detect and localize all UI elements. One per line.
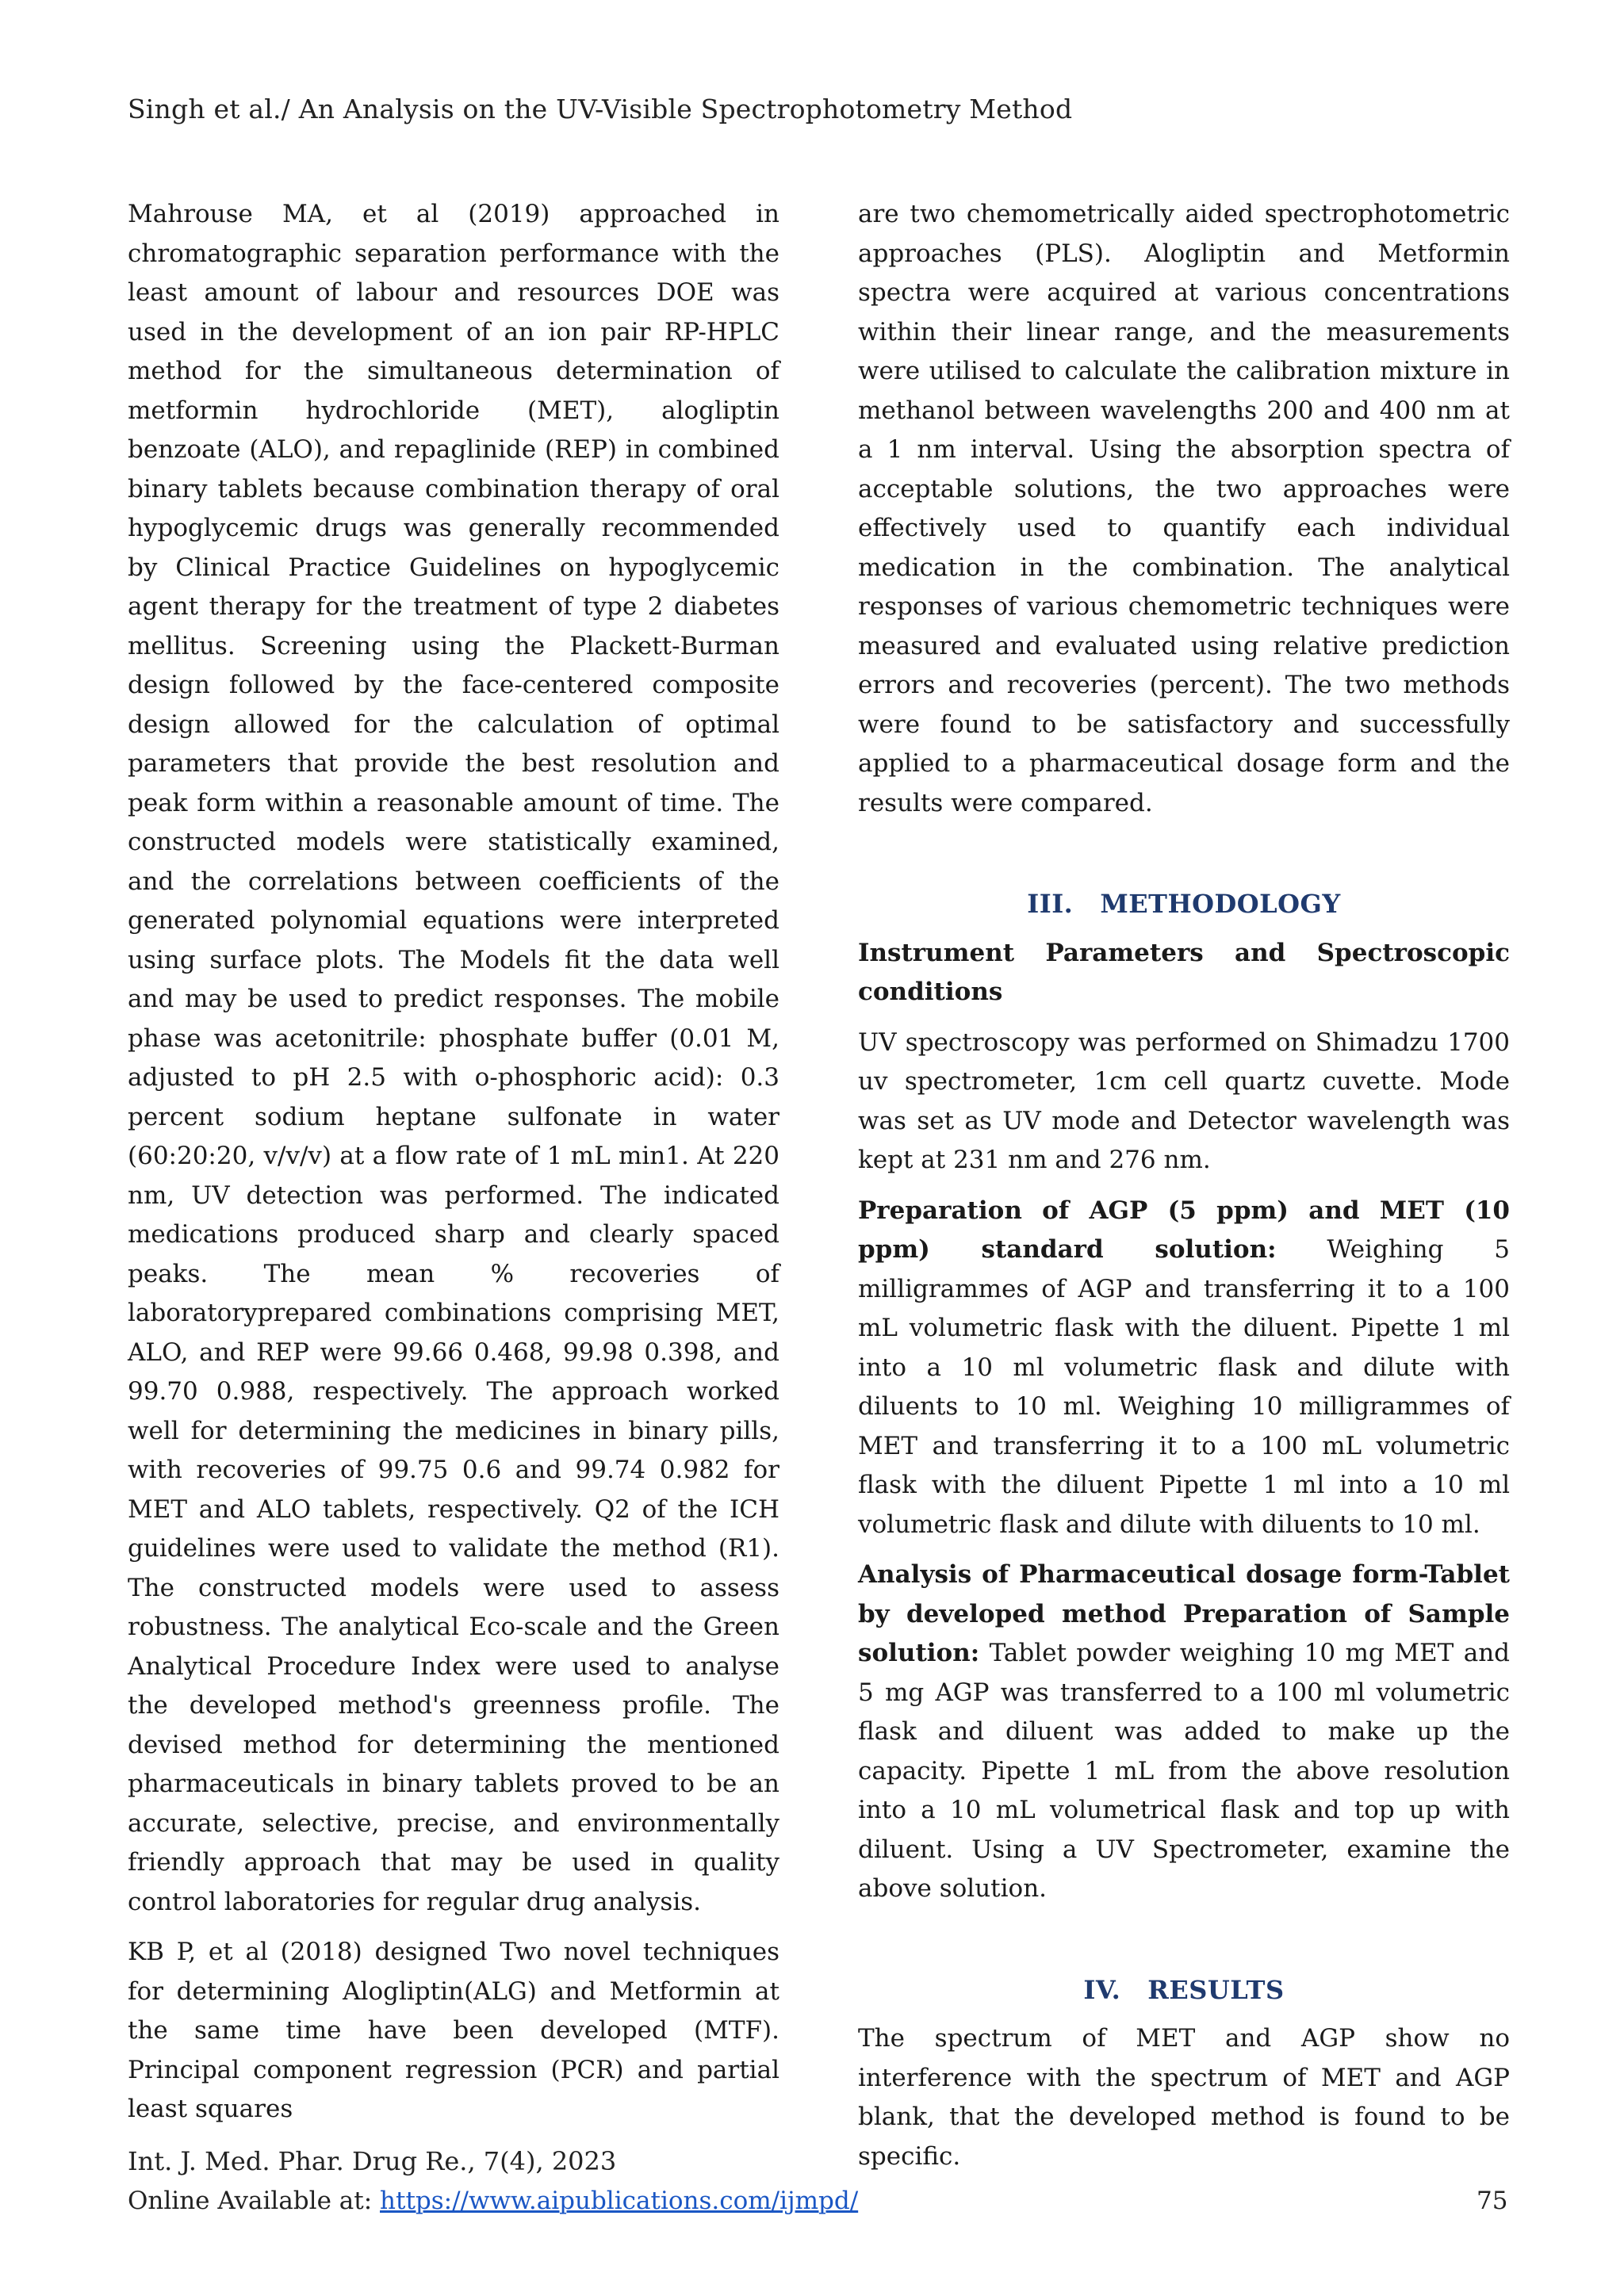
results-text: The spectrum of MET and AGP show no interference with the spectrum of MET and AGP blank, that the developed method is found to be specific. — [858, 2024, 1510, 2171]
instrument-parameters-heading: Instrument Parameters and Spectroscopic conditions — [858, 938, 1510, 1006]
instrument-parameters-text: UV spectroscopy was performed on Shimadzu 1700 uv spectrometer, 1cm cell quartz cuvette. Mode was set as UV mode and Detector wavelength was kept at 231 nm and 276 nm. — [858, 1027, 1510, 1174]
footer-journal-citation: Int. J. Med. Phar. Drug Re., 7(4), 2023 — [128, 2146, 617, 2176]
left-column — [128, 195, 779, 2130]
running-header: Singh et al./ An Analysis on the UV-Visible Spectrophotometry Method — [128, 94, 1073, 124]
paragraph-kb-p: KB P, et al (2018) designed Two novel techniques for determining Alogliptin(ALG) and Metformin at the same time have been developed (MTF). Principal component regression (PCR) and partial least squares — [128, 1938, 779, 2123]
methodology-number: III. — [1027, 889, 1074, 919]
sample-solution-paragraph — [858, 1556, 1510, 1909]
standard-solution-paragraph — [858, 1192, 1510, 1545]
standard-solution-text: Weighing 5 milligrammes of AGP and transferring it to a 100 mL volumetric flask with the diluent. Pipette 1 ml into a 10 ml volumetric flask and dilute with diluents to 10 ml. Weighing 10 milligrammes of MET and transferring it to a 100 mL volumetric flask with the diluent Pipette 1 ml into a 10 ml volumetric flask and dilute with diluents to 10 ml. — [858, 1235, 1510, 1539]
right-column — [858, 195, 1510, 2176]
page-number: 75 — [1477, 2187, 1508, 2215]
sample-solution-heading: Analysis of Pharmaceutical dosage form-Tablet by developed method Preparation of Sample solution: — [858, 1560, 1510, 1667]
paragraph-chemometric-continued: are two chemometrically aided spectrophotometric approaches (PLS). Alogliptin and Metformin spectra were acquired at various concentrations within their linear range, and the measurements were utilised to calculate the calibration mixture in methanol between wavelengths 200 and 400 nm at a 1 nm interval. Using the absorption spectra of acceptable solutions, the two approaches were effectively used to quantify each individual medication in the combination. The analytical responses of various chemometric techniques were measured and evaluated using relative prediction errors and recoveries (percent). The two methods were found to be satisfactory and successfully applied to a pharmaceutical dosage form and the results were compared. — [858, 200, 1510, 817]
footer-online-availability — [128, 2187, 858, 2215]
methodology-heading — [858, 885, 1510, 924]
methodology-title: METHODOLOGY — [1100, 889, 1341, 919]
paragraph-mahrouse: Mahrouse MA, et al (2019) approached in chromatographic separation performance with the least amount of labour and resources DOE was used in the development of an ion pair RP-HPLC method for the simultaneous determination of metformin hydrochloride (MET), alogliptin benzoate (ALO), and repaglinide (REP) in combined binary tablets because combination therapy of oral hypoglycemic drugs was generally recommended by Clinical Practice Guidelines on hypoglycemic agent therapy for the treatment of type 2 diabetes mellitus. Screening using the Plackett-Burman design followed by the face-centered composite design allowed for the calculation of optimal parameters that provide the best resolution and peak form within a reasonable amount of time. The constructed models were statistically examined, and the correlations between coefficients of the generated polynomial equations were interpreted using surface plots. The Models fit the data well and may be used to predict responses. The mobile phase was acetonitrile: phosphate buffer (0.01 M, adjusted to pH 2.5 with o-phosphoric acid): 0.3 percent sodium heptane sulfonate in water (60:20:20, v/v/v) at a flow rate of 1 mL min1. At 220 nm, UV detection was performed. The indicated medications produced sharp and clearly spaced peaks. The mean % recoveries of laboratoryprepared combinations comprising MET, ALO, and REP were 99.66 0.468, 99.98 0.398, and 99.70 0.988, respectively. The approach worked well for determining the medicines in binary pills, with recoveries of 99.75 0.6 and 99.74 0.982 for MET and ALO tablets, respectively. Q2 of the ICH guidelines were used to validate the method (R1). The constructed models were used to assess robustness. The analytical Eco-scale and the Green Analytical Procedure Index were used to analyse the developed method's greenness profile. The devised method for determining the mentioned pharmaceuticals in binary tablets proved to be an accurate, selective, precise, and environmentally friendly approach that may be used in quality control laboratories for regular drug analysis. — [128, 200, 779, 1916]
footer-online-label: Online Available at: — [128, 2187, 381, 2215]
results-title: RESULTS — [1147, 1974, 1285, 2005]
results-number: IV. — [1083, 1974, 1121, 2005]
journal-url-link[interactable]: https://www.aipublications.com/ijmpd/ — [380, 2187, 859, 2215]
standard-solution-heading: Preparation of AGP (5 ppm) and MET (10 ppm) standard solution: — [858, 1196, 1510, 1264]
sample-solution-text: Tablet powder weighing 10 mg MET and 5 mg AGP was transferred to a 100 ml volumetric flask and diluent was added to make up the capacity. Pipette 1 mL from the above resolution into a 10 mL volumetrical flask and top up with diluent. Using a UV Spectrometer, examine the above solution. — [858, 1639, 1511, 1903]
results-heading — [858, 1971, 1510, 2011]
